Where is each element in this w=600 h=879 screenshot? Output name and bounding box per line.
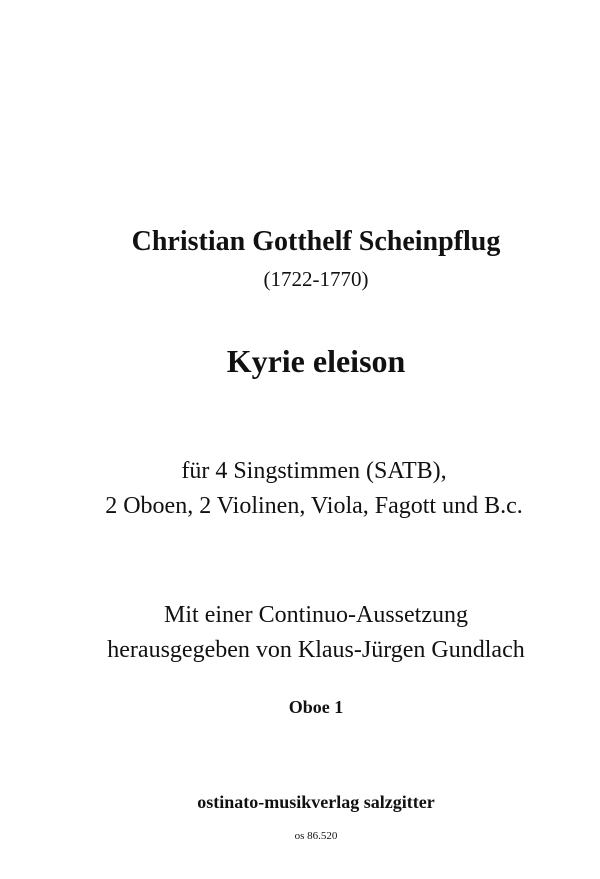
part-name: Oboe 1 (288, 697, 344, 717)
work-title: Kyrie eleison (226, 343, 406, 379)
publisher-name: ostinato-musikverlag salzgitter (197, 792, 435, 812)
composer-dates: (1722-1770) (263, 267, 369, 291)
catalog-number: os 86.520 (294, 830, 338, 842)
scoring-line-2: 2 Oboen, 2 Violinen, Viola, Fagott und B.c. (105, 493, 523, 519)
edition-line-1: Mit einer Continuo-Aussetzung (164, 602, 468, 628)
scoring-line-1: für 4 Singstimmen (SATB), (181, 458, 447, 484)
edition-line-2: herausgegeben von Klaus-Jürgen Gundlach (107, 637, 525, 663)
composer-name: Christian Gotthelf Scheinpflug (131, 226, 501, 257)
